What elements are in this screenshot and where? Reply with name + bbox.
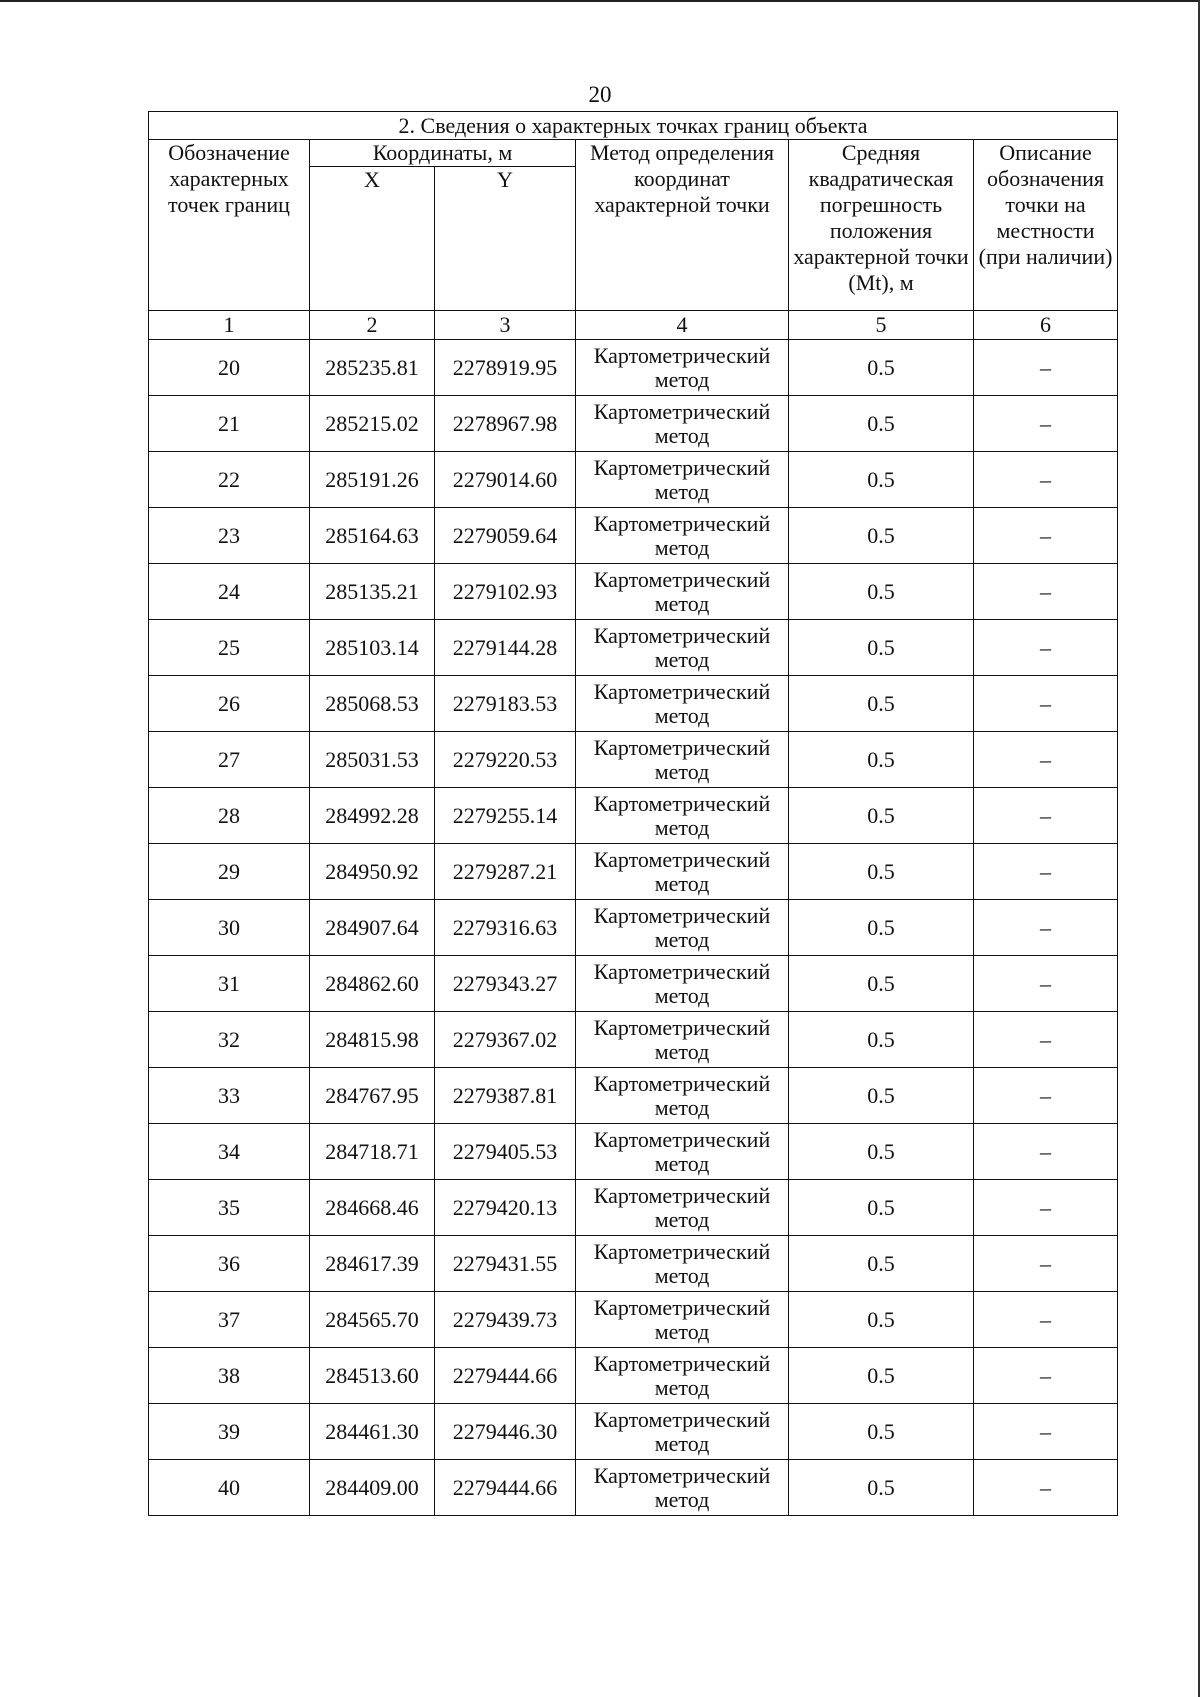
header-method: Метод определения координат характерной точки xyxy=(576,140,789,311)
table-row xyxy=(149,1068,1118,1124)
point-id-cell: 37 xyxy=(149,1292,310,1348)
y-coordinate-cell: 2279405.53 xyxy=(435,1124,576,1180)
description-cell: – xyxy=(974,1236,1118,1292)
error-cell: 0.5 xyxy=(789,956,974,1012)
x-coordinate-cell: 284907.64 xyxy=(310,900,435,956)
section-title: 2. Сведения о характерных точках границ объекта xyxy=(149,112,1118,140)
y-coordinate-cell: 2279287.21 xyxy=(435,844,576,900)
x-coordinate-cell: 284950.92 xyxy=(310,844,435,900)
description-cell: – xyxy=(974,564,1118,620)
page-number: 20 xyxy=(588,82,612,107)
method-text-line: метод xyxy=(654,1430,710,1456)
method-text-line: метод xyxy=(654,1206,710,1232)
method-text-line: Картометрический xyxy=(593,902,771,928)
error-cell: 0.5 xyxy=(789,788,974,844)
method-text-line: Картометрический xyxy=(593,510,771,536)
y-coordinate-cell: 2279059.64 xyxy=(435,508,576,564)
error-cell: 0.5 xyxy=(789,900,974,956)
header-x: X xyxy=(310,167,435,311)
point-id-cell: 33 xyxy=(149,1068,310,1124)
point-id-cell: 28 xyxy=(149,788,310,844)
x-coordinate-cell: 284815.98 xyxy=(310,1012,435,1068)
method-text-line: Картометрический xyxy=(593,734,771,760)
method-text-line: метод xyxy=(654,982,710,1008)
table-row xyxy=(149,1460,1118,1516)
method-text-line: Картометрический xyxy=(593,1070,771,1096)
table-row xyxy=(149,452,1118,508)
error-cell: 0.5 xyxy=(789,1292,974,1348)
method-text-line: метод xyxy=(654,1094,710,1120)
x-coordinate-cell: 284992.28 xyxy=(310,788,435,844)
error-cell: 0.5 xyxy=(789,620,974,676)
point-id-cell: 34 xyxy=(149,1124,310,1180)
point-id-cell: 22 xyxy=(149,452,310,508)
description-cell: – xyxy=(974,340,1118,396)
point-id-cell: 32 xyxy=(149,1012,310,1068)
method-cell xyxy=(576,1124,789,1180)
description-cell: – xyxy=(974,732,1118,788)
point-id-cell: 29 xyxy=(149,844,310,900)
error-cell: 0.5 xyxy=(789,1460,974,1516)
error-cell: 0.5 xyxy=(789,1012,974,1068)
point-id-cell: 26 xyxy=(149,676,310,732)
method-cell xyxy=(576,1180,789,1236)
table-row xyxy=(149,900,1118,956)
description-cell: – xyxy=(974,1180,1118,1236)
method-text-line: метод xyxy=(654,1318,710,1344)
table-row xyxy=(149,508,1118,564)
description-cell: – xyxy=(974,1292,1118,1348)
error-cell: 0.5 xyxy=(789,1124,974,1180)
y-coordinate-cell: 2279316.63 xyxy=(435,900,576,956)
column-number: 4 xyxy=(576,311,789,340)
y-coordinate-cell: 2279220.53 xyxy=(435,732,576,788)
header-error: Средняя квадратическая погрешность положения характерной точки (Mt), м xyxy=(789,140,974,311)
description-cell: – xyxy=(974,508,1118,564)
x-coordinate-cell: 284409.00 xyxy=(310,1460,435,1516)
x-coordinate-cell: 285191.26 xyxy=(310,452,435,508)
point-id-cell: 36 xyxy=(149,1236,310,1292)
method-text-line: метод xyxy=(654,814,710,840)
table-row xyxy=(149,340,1118,396)
method-text-line: метод xyxy=(654,366,710,392)
boundary-points-table xyxy=(148,111,1118,1516)
x-coordinate-cell: 284565.70 xyxy=(310,1292,435,1348)
error-cell: 0.5 xyxy=(789,676,974,732)
x-coordinate-cell: 284668.46 xyxy=(310,1180,435,1236)
method-cell xyxy=(576,564,789,620)
method-cell xyxy=(576,1236,789,1292)
method-text-line: метод xyxy=(654,646,710,672)
method-text-line: метод xyxy=(654,422,710,448)
table-row xyxy=(149,396,1118,452)
method-text-line: метод xyxy=(654,1486,710,1512)
point-id-cell: 38 xyxy=(149,1348,310,1404)
error-cell: 0.5 xyxy=(789,340,974,396)
point-id-cell: 21 xyxy=(149,396,310,452)
point-id-cell: 20 xyxy=(149,340,310,396)
table-row xyxy=(149,1012,1118,1068)
y-coordinate-cell: 2278919.95 xyxy=(435,340,576,396)
section-title-row xyxy=(149,112,1118,140)
method-cell xyxy=(576,396,789,452)
method-text-line: Картометрический xyxy=(593,1294,771,1320)
method-text-line: Картометрический xyxy=(593,958,771,984)
method-text-line: Картометрический xyxy=(593,678,771,704)
error-cell: 0.5 xyxy=(789,396,974,452)
description-cell: – xyxy=(974,956,1118,1012)
column-number: 5 xyxy=(789,311,974,340)
y-coordinate-cell: 2279014.60 xyxy=(435,452,576,508)
table-row xyxy=(149,1348,1118,1404)
table-row xyxy=(149,676,1118,732)
table-row xyxy=(149,788,1118,844)
error-cell: 0.5 xyxy=(789,844,974,900)
method-cell xyxy=(576,620,789,676)
error-cell: 0.5 xyxy=(789,1236,974,1292)
y-coordinate-cell: 2279255.14 xyxy=(435,788,576,844)
column-number: 1 xyxy=(149,311,310,340)
description-cell: – xyxy=(974,1068,1118,1124)
method-cell xyxy=(576,1460,789,1516)
error-cell: 0.5 xyxy=(789,1180,974,1236)
error-cell: 0.5 xyxy=(789,452,974,508)
method-cell xyxy=(576,788,789,844)
point-id-cell: 31 xyxy=(149,956,310,1012)
y-coordinate-cell: 2279420.13 xyxy=(435,1180,576,1236)
method-cell xyxy=(576,732,789,788)
error-cell: 0.5 xyxy=(789,1404,974,1460)
method-cell xyxy=(576,1404,789,1460)
error-cell: 0.5 xyxy=(789,1068,974,1124)
method-text-line: метод xyxy=(654,926,710,952)
method-text-line: Картометрический xyxy=(593,846,771,872)
error-cell: 0.5 xyxy=(789,1348,974,1404)
y-coordinate-cell: 2279343.27 xyxy=(435,956,576,1012)
description-cell: – xyxy=(974,620,1118,676)
description-cell: – xyxy=(974,1012,1118,1068)
method-cell xyxy=(576,900,789,956)
header-coordinates: Координаты, м xyxy=(310,140,576,167)
x-coordinate-cell: 284513.60 xyxy=(310,1348,435,1404)
point-id-cell: 40 xyxy=(149,1460,310,1516)
header-row-top xyxy=(149,140,1118,167)
description-cell: – xyxy=(974,844,1118,900)
method-text-line: Картометрический xyxy=(593,1462,771,1488)
method-cell xyxy=(576,1068,789,1124)
method-text-line: метод xyxy=(654,1374,710,1400)
method-cell xyxy=(576,340,789,396)
x-coordinate-cell: 284767.95 xyxy=(310,1068,435,1124)
header-designation: Обозначение характерных точек границ xyxy=(149,140,310,311)
method-text-line: метод xyxy=(654,702,710,728)
x-coordinate-cell: 284862.60 xyxy=(310,956,435,1012)
x-coordinate-cell: 284617.39 xyxy=(310,1236,435,1292)
point-id-cell: 27 xyxy=(149,732,310,788)
column-numbers-row xyxy=(149,311,1118,340)
description-cell: – xyxy=(974,676,1118,732)
x-coordinate-cell: 285135.21 xyxy=(310,564,435,620)
description-cell: – xyxy=(974,788,1118,844)
table-row xyxy=(149,956,1118,1012)
description-cell: – xyxy=(974,1460,1118,1516)
column-number: 3 xyxy=(435,311,576,340)
method-text-line: метод xyxy=(654,870,710,896)
table-row xyxy=(149,564,1118,620)
method-text-line: Картометрический xyxy=(593,566,771,592)
y-coordinate-cell: 2279444.66 xyxy=(435,1460,576,1516)
x-coordinate-cell: 284461.30 xyxy=(310,1404,435,1460)
method-text-line: метод xyxy=(654,1038,710,1064)
error-cell: 0.5 xyxy=(789,732,974,788)
point-id-cell: 35 xyxy=(149,1180,310,1236)
method-text-line: Картометрический xyxy=(593,622,771,648)
method-text-line: Картометрический xyxy=(593,342,771,368)
y-coordinate-cell: 2279387.81 xyxy=(435,1068,576,1124)
y-coordinate-cell: 2279183.53 xyxy=(435,676,576,732)
y-coordinate-cell: 2279444.66 xyxy=(435,1348,576,1404)
method-cell xyxy=(576,508,789,564)
method-text-line: метод xyxy=(654,478,710,504)
description-cell: – xyxy=(974,900,1118,956)
table-row xyxy=(149,1180,1118,1236)
method-text-line: Картометрический xyxy=(593,454,771,480)
error-cell: 0.5 xyxy=(789,508,974,564)
table-row xyxy=(149,1404,1118,1460)
y-coordinate-cell: 2279431.55 xyxy=(435,1236,576,1292)
method-text-line: Картометрический xyxy=(593,1238,771,1264)
method-cell xyxy=(576,956,789,1012)
error-cell: 0.5 xyxy=(789,564,974,620)
y-coordinate-cell: 2278967.98 xyxy=(435,396,576,452)
method-text-line: метод xyxy=(654,1150,710,1176)
method-cell xyxy=(576,452,789,508)
header-description: Описание обозначения точки на местности (при наличии) xyxy=(974,140,1118,311)
point-id-cell: 24 xyxy=(149,564,310,620)
table-row xyxy=(149,1124,1118,1180)
x-coordinate-cell: 285164.63 xyxy=(310,508,435,564)
method-cell xyxy=(576,1348,789,1404)
scan-edge-top xyxy=(0,0,1200,2)
method-cell xyxy=(576,1012,789,1068)
x-coordinate-cell: 285215.02 xyxy=(310,396,435,452)
x-coordinate-cell: 285068.53 xyxy=(310,676,435,732)
point-id-cell: 39 xyxy=(149,1404,310,1460)
method-text-line: Картометрический xyxy=(593,1014,771,1040)
method-text-line: Картометрический xyxy=(593,1406,771,1432)
method-text-line: Картометрический xyxy=(593,1350,771,1376)
description-cell: – xyxy=(974,452,1118,508)
description-cell: – xyxy=(974,1404,1118,1460)
y-coordinate-cell: 2279102.93 xyxy=(435,564,576,620)
method-cell xyxy=(576,844,789,900)
point-id-cell: 30 xyxy=(149,900,310,956)
table-row xyxy=(149,732,1118,788)
x-coordinate-cell: 285103.14 xyxy=(310,620,435,676)
point-id-cell: 25 xyxy=(149,620,310,676)
header-y: Y xyxy=(435,167,576,311)
point-id-cell: 23 xyxy=(149,508,310,564)
table-row xyxy=(149,844,1118,900)
method-text-line: Картометрический xyxy=(593,790,771,816)
method-text-line: метод xyxy=(654,534,710,560)
method-text-line: метод xyxy=(654,758,710,784)
y-coordinate-cell: 2279367.02 xyxy=(435,1012,576,1068)
column-number: 2 xyxy=(310,311,435,340)
method-cell xyxy=(576,1292,789,1348)
x-coordinate-cell: 285235.81 xyxy=(310,340,435,396)
description-cell: – xyxy=(974,1348,1118,1404)
method-text-line: Картометрический xyxy=(593,398,771,424)
table-row xyxy=(149,1236,1118,1292)
x-coordinate-cell: 284718.71 xyxy=(310,1124,435,1180)
method-text-line: метод xyxy=(654,590,710,616)
table-row xyxy=(149,620,1118,676)
method-text-line: Картометрический xyxy=(593,1182,771,1208)
method-text-line: метод xyxy=(654,1262,710,1288)
description-cell: – xyxy=(974,1124,1118,1180)
table-row xyxy=(149,1292,1118,1348)
x-coordinate-cell: 285031.53 xyxy=(310,732,435,788)
method-text-line: Картометрический xyxy=(593,1126,771,1152)
description-cell: – xyxy=(974,396,1118,452)
y-coordinate-cell: 2279144.28 xyxy=(435,620,576,676)
column-number: 6 xyxy=(974,311,1118,340)
method-cell xyxy=(576,676,789,732)
y-coordinate-cell: 2279439.73 xyxy=(435,1292,576,1348)
y-coordinate-cell: 2279446.30 xyxy=(435,1404,576,1460)
